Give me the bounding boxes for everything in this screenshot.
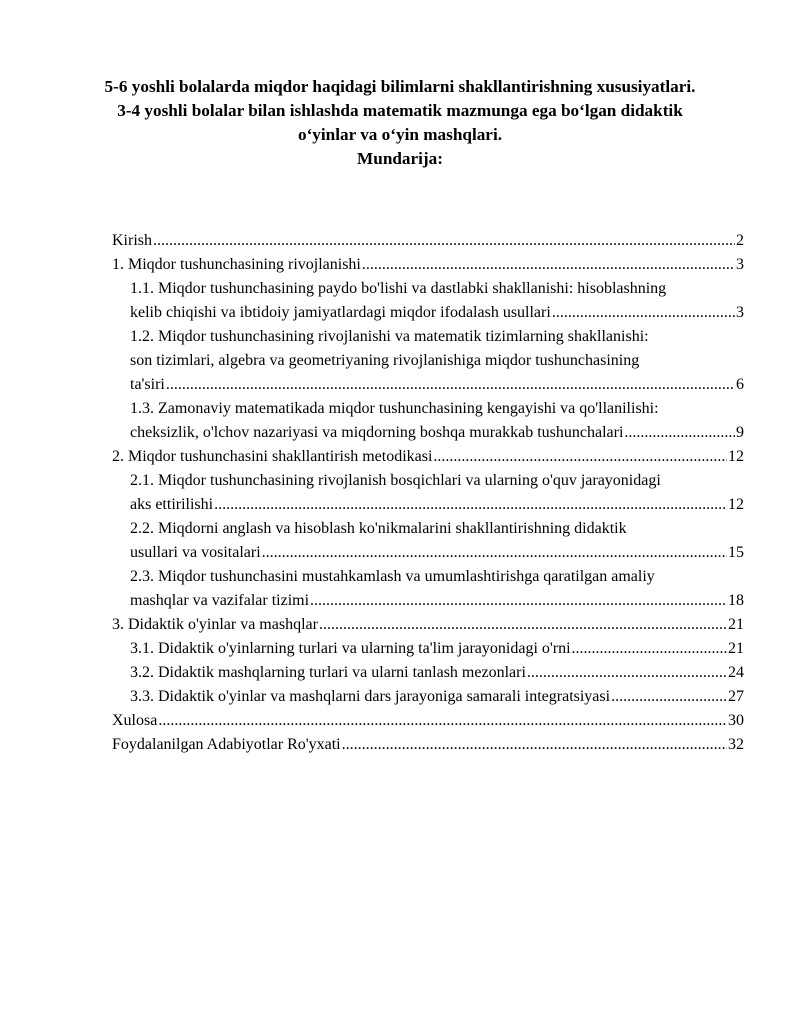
toc-entry-title: Kirish — [112, 232, 152, 249]
dot-leader — [362, 253, 735, 277]
toc-entry[interactable] — [112, 613, 744, 637]
dot-leader — [611, 685, 727, 709]
toc-entry-text: 1.2. Miqdor tushunchasining rivojlanishi va matematik tizimlarning shakllanishi: — [130, 328, 649, 345]
toc-entry-title: usullari va vositalari — [130, 544, 261, 561]
toc-entry[interactable] — [112, 253, 744, 277]
toc-entry-title: Xulosa — [112, 712, 158, 729]
toc-entry-title: aks ettirilishi — [130, 496, 214, 513]
title-line-3: o‘yinlar va o‘yin mashqlari. — [297, 125, 503, 144]
toc-entry-line — [130, 589, 744, 613]
toc-page-number: 3 — [736, 304, 744, 321]
toc-page-number: 18 — [728, 592, 744, 609]
toc-entry[interactable] — [112, 469, 744, 517]
toc-page-number: 2 — [736, 232, 744, 249]
toc-entry[interactable] — [112, 733, 744, 757]
toc-entry-title: 3.2. Didaktik mashqlarning turlari va ularni tanlash mezonlari — [130, 664, 526, 681]
toc-entry-title: Foydalanilgan Adabiyotlar Ro'yxati — [112, 736, 341, 753]
dot-leader — [319, 613, 727, 637]
toc-entry[interactable] — [112, 661, 744, 685]
toc-entry-line — [112, 709, 744, 733]
dot-leader — [552, 301, 735, 325]
toc-entry-line — [112, 253, 744, 277]
toc-entry[interactable] — [112, 229, 744, 253]
dot-leader — [214, 493, 727, 517]
dot-leader — [342, 733, 727, 757]
toc-entry[interactable] — [112, 517, 744, 565]
toc-entry-title: 3.1. Didaktik o'yinlarning turlari va ularning ta'lim jarayonidagi o'rni — [130, 640, 571, 657]
toc-entry-text: 2.1. Miqdor tushunchasining rivojlanish bosqichlari va ularning o'quv jarayonidagi — [130, 472, 661, 489]
toc-entry-line — [130, 301, 744, 325]
toc-entry-line — [112, 733, 744, 757]
toc-page-number: 15 — [728, 544, 744, 561]
toc-entry-line — [130, 637, 744, 661]
toc-entry-title: kelib chiqishi va ibtidoiy jamiyatlardagi miqdor ifodalash usullari — [130, 304, 551, 321]
dot-leader — [433, 445, 727, 469]
toc-entry-text: son tizimlari, algebra va geometriyaning rivojlanishiga miqdor tushunchasining — [130, 352, 640, 369]
dot-leader — [527, 661, 727, 685]
toc-entry[interactable] — [112, 685, 744, 709]
toc-entry-line — [130, 685, 744, 709]
toc-entry-line — [112, 229, 744, 253]
toc-entry-line — [130, 421, 744, 445]
toc-page-number: 24 — [728, 664, 744, 681]
toc-entry-line — [112, 613, 744, 637]
toc-page-number: 27 — [728, 688, 744, 705]
toc-page-number: 21 — [728, 640, 744, 657]
toc-page-number: 12 — [728, 496, 744, 513]
dot-leader — [158, 709, 727, 733]
toc-entry-title: 2. Miqdor tushunchasini shakllantirish metodikasi — [112, 448, 433, 465]
dot-leader — [310, 589, 727, 613]
toc-page-number: 12 — [728, 448, 744, 465]
toc-entry[interactable] — [112, 637, 744, 661]
toc-page-number: 32 — [728, 736, 744, 753]
dot-leader — [572, 637, 727, 661]
toc-entry-line — [130, 541, 744, 565]
dot-leader — [153, 229, 735, 253]
toc-entry-line — [112, 445, 744, 469]
toc-entry-title: 3. Didaktik o'yinlar va mashqlar — [112, 616, 318, 633]
toc-entry[interactable] — [112, 709, 744, 733]
toc-page-number: 30 — [728, 712, 744, 729]
toc-page-number: 6 — [736, 376, 744, 393]
contents-heading: Mundarija: — [357, 149, 443, 168]
dot-leader — [262, 541, 727, 565]
toc-entry-line — [130, 493, 744, 517]
toc-entry-title: 3.3. Didaktik o'yinlar va mashqlarni dars jarayoniga samarali integratsiyasi — [130, 688, 611, 705]
toc-entry-title: cheksizlik, o'lchov nazariyasi va miqdorning boshqa murakkab tushunchalari — [130, 424, 624, 441]
toc-entry[interactable] — [112, 397, 744, 445]
toc-page-number: 9 — [736, 424, 744, 441]
toc-entry-title: 1. Miqdor tushunchasining rivojlanishi — [112, 256, 361, 273]
toc-entry-line — [130, 661, 744, 685]
toc-entry[interactable] — [112, 445, 744, 469]
toc-page-number: 21 — [728, 616, 744, 633]
toc-entry[interactable] — [112, 325, 744, 397]
toc-entry-text: 1.1. Miqdor tushunchasining paydo bo'lishi va dastlabki shakllanishi: hisoblashning — [130, 280, 667, 297]
toc-entry[interactable] — [112, 277, 744, 325]
toc-entry-text: 2.2. Miqdorni anglash va hisoblash ko'nikmalarini shakllantirishning didaktik — [130, 520, 627, 537]
toc-entry-title: mashqlar va vazifalar tizimi — [130, 592, 310, 609]
document-title — [60, 75, 740, 171]
toc-entry-title: ta'siri — [130, 376, 165, 393]
dot-leader — [166, 373, 735, 397]
dot-leader — [624, 421, 735, 445]
toc-entry-text: 1.3. Zamonaviy matematikada miqdor tushunchasining kengayishi va qo'llanilishi: — [130, 400, 659, 417]
toc-page-number: 3 — [736, 256, 744, 273]
toc-entry-line — [130, 373, 744, 397]
title-line-1: 5-6 yoshli bolalarda miqdor haqidagi bilimlarni shakllantirishning xususiyatlari. — [104, 77, 696, 96]
toc-entry[interactable] — [112, 565, 744, 613]
table-of-contents — [112, 229, 744, 757]
title-line-2: 3-4 yoshli bolalar bilan ishlashda matematik mazmunga ega bo‘lgan didaktik — [117, 101, 683, 120]
toc-entry-text: 2.3. Miqdor tushunchasini mustahkamlash va umumlashtirishga qaratilgan amaliy — [130, 568, 655, 585]
